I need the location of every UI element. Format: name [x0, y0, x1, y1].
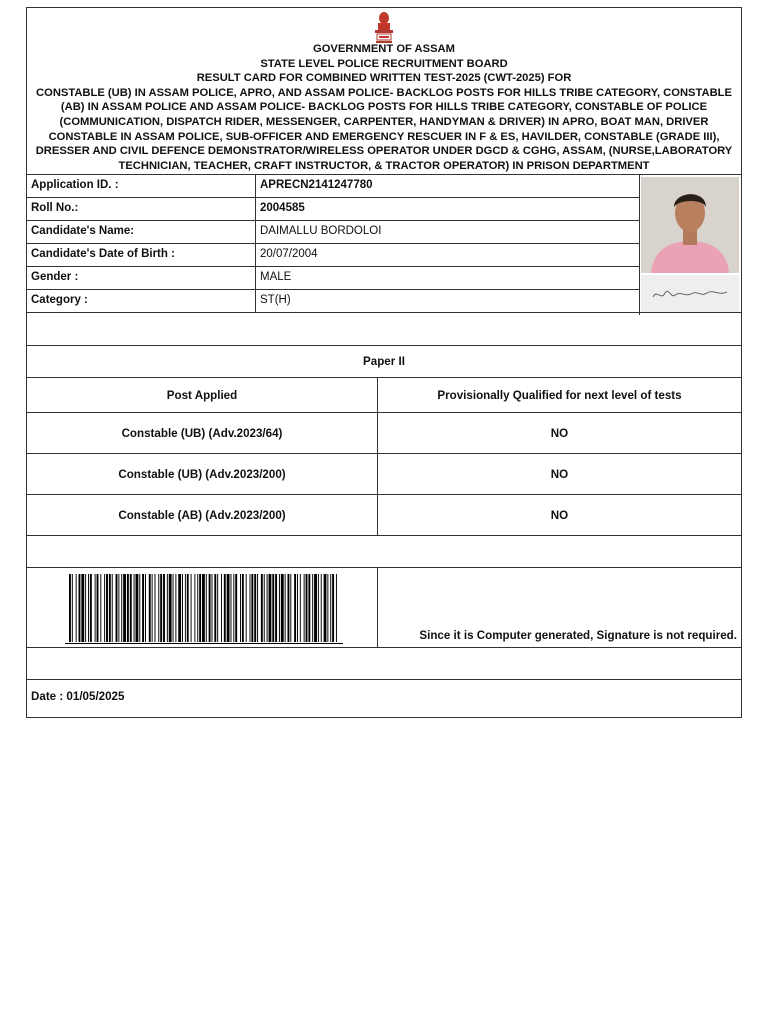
status-cell: NO	[550, 426, 569, 440]
barcode-bar	[134, 574, 135, 642]
barcode-bar	[191, 574, 192, 642]
barcode-bar	[290, 574, 291, 642]
barcode-bar	[178, 574, 181, 642]
post-list-line-5: DRESSER AND CIVIL DEFENCE DEMONSTRATOR/WIRELESS OPERATOR UNDER DGCD & CGHG, ASSAM, (NURSE,LABORATORY	[35, 145, 733, 158]
barcode-bar	[139, 574, 140, 642]
barcode-bar	[281, 574, 284, 642]
barcode-bar	[332, 574, 334, 642]
barcode-bar	[169, 574, 172, 642]
gender-value: MALE	[260, 271, 292, 283]
barcode-bar	[118, 574, 119, 642]
barcode-bar	[199, 574, 201, 642]
barcode-bar	[279, 574, 280, 642]
barcode-bar	[194, 574, 195, 642]
category-value: ST(H)	[260, 294, 291, 306]
info-label: Candidate's Name:	[27, 221, 256, 243]
barcode-bar	[185, 574, 186, 642]
barcode-bar	[72, 574, 73, 642]
board-name: STATE LEVEL POLICE RECRUITMENT BOARD	[260, 57, 508, 70]
qualified-status-header: Provisionally Qualified for next level of tests	[437, 388, 682, 402]
barcode-bar	[167, 574, 168, 642]
signature-note: Since it is Computer generated, Signature is not required.	[419, 629, 737, 642]
barcode-bar	[104, 574, 105, 642]
info-row-dob	[27, 244, 639, 267]
barcode-bar	[214, 574, 216, 642]
barcode-bar	[100, 574, 101, 642]
barcode-bar	[269, 574, 272, 642]
card-header	[27, 8, 741, 174]
status-cell: NO	[550, 467, 569, 481]
dob-value: 20/07/2004	[260, 248, 318, 260]
barcode-bar	[294, 574, 296, 642]
post-list-line-6: TECHNICIAN, TEACHER, CRAFT INSTRUCTOR, & TRACTOR OPERATOR) IN PRISON DEPARTMENT	[118, 159, 650, 172]
barcode-bar	[314, 574, 317, 642]
barcode-bar	[142, 574, 144, 642]
barcode-bar	[231, 574, 232, 642]
org-name: GOVERNMENT OF ASSAM	[313, 43, 455, 55]
post-applied-header: Post Applied	[166, 388, 238, 402]
barcode-bar	[233, 574, 234, 642]
barcode-bar	[308, 574, 310, 642]
issue-date: Date : 01/05/2025	[31, 690, 125, 703]
barcode-bar	[257, 574, 258, 642]
barcode-bar	[264, 574, 265, 642]
post-cell: Constable (UB) (Adv.2023/200)	[118, 467, 286, 481]
info-row-name	[27, 221, 639, 244]
barcode-bar	[272, 574, 274, 642]
result-card	[26, 7, 742, 718]
barcode-bar	[121, 574, 122, 642]
barcode-bar	[251, 574, 253, 642]
barcode-bar	[235, 574, 237, 642]
barcode-bar	[224, 574, 226, 642]
barcode-bar	[217, 574, 218, 642]
barcode-bar	[324, 574, 327, 642]
barcode-bar	[173, 574, 174, 642]
barcode-bar	[149, 574, 151, 642]
barcode-bar	[158, 574, 159, 642]
barcode-bar	[197, 574, 198, 642]
barcode-bar	[242, 574, 244, 642]
national-emblem-icon	[372, 10, 396, 44]
rule	[27, 535, 741, 536]
candidate-photo-box	[641, 177, 739, 313]
barcode-bar	[321, 574, 322, 642]
barcode-bar	[209, 574, 211, 642]
info-label: Category :	[27, 290, 256, 312]
barcode-bar	[297, 574, 298, 642]
barcode-bar	[288, 574, 290, 642]
card-title: RESULT CARD FOR COMBINED WRITTEN TEST-2025 (CWT-2025) FOR	[196, 72, 572, 85]
barcode-bar	[109, 574, 111, 642]
barcode-bar	[306, 574, 308, 642]
barcode-bar	[160, 574, 162, 642]
barcode-bar	[130, 574, 132, 642]
barcode-bar	[145, 574, 146, 642]
barcode-bar	[97, 574, 99, 642]
info-label: Gender :	[27, 267, 256, 289]
candidate-name-value: DAIMALLU BORDOLOI	[260, 225, 382, 237]
rule	[27, 312, 741, 313]
info-label: Roll No.:	[27, 198, 256, 220]
rule	[27, 679, 741, 680]
barcode-bar	[79, 574, 81, 642]
info-row-gender	[27, 267, 639, 290]
candidate-info-table	[27, 174, 741, 314]
barcode-bar	[336, 574, 337, 642]
post-cell: Constable (AB) (Adv.2023/200)	[118, 508, 286, 522]
barcode-bar	[212, 574, 213, 642]
barcode-bar	[206, 574, 207, 642]
barcode-bar	[327, 574, 328, 642]
candidate-signature-image	[641, 275, 739, 313]
info-label: Application ID. :	[27, 175, 256, 197]
barcode-bar	[227, 574, 230, 642]
roll-no-value: 2004585	[260, 202, 305, 214]
info-row-roll-no	[27, 198, 639, 221]
barcode-bar	[163, 574, 165, 642]
info-label: Candidate's Date of Birth :	[27, 244, 256, 266]
barcode-bar	[300, 574, 301, 642]
barcode-baseline	[65, 643, 343, 644]
application-id-value: APRECN2141247780	[260, 179, 373, 191]
post-cell: Constable (UB) (Adv.2023/64)	[121, 426, 283, 440]
barcode-bar	[88, 574, 89, 642]
barcode-bar	[330, 574, 331, 642]
barcode-bar	[240, 574, 241, 642]
barcode-bar	[136, 574, 139, 642]
barcode-bar	[85, 574, 86, 642]
rule	[27, 567, 741, 568]
barcode-bar	[267, 574, 268, 642]
barcode-bar	[76, 574, 77, 642]
barcode-bar	[261, 574, 263, 642]
barcode-bar	[69, 574, 71, 642]
barcode-bar	[182, 574, 183, 642]
info-row-application-id	[27, 175, 639, 198]
info-divider	[639, 175, 640, 315]
barcode-bar	[90, 574, 92, 642]
barcode-bar	[304, 574, 305, 642]
barcode	[65, 574, 343, 644]
barcode-bar	[155, 574, 156, 642]
barcode-bar	[112, 574, 113, 642]
paper-heading: Paper II	[363, 355, 405, 368]
header-text	[31, 42, 737, 173]
barcode-bar	[312, 574, 313, 642]
barcode-bar	[152, 574, 153, 642]
barcode-bar	[95, 574, 96, 642]
candidate-photo	[641, 177, 739, 273]
post-list-line-4: CONSTABLE IN ASSAM POLICE, SUB-OFFICER AND EMERGENCY RESCUER IN F & ES, HAVILDER, CONSTABLE (GRADE III),	[48, 130, 720, 143]
post-list-line-2: (AB) IN ASSAM POLICE AND ASSAM POLICE- BACKLOG POSTS FOR HILLS TRIBE CATEGORY, CONSTABLE OF POLICE	[60, 101, 708, 114]
info-row-category	[27, 290, 639, 313]
post-list-line-3: (COMMUNICATION, DISPATCH RIDER, MESSENGER, CARPENTER, HANDYMAN & DRIVER) IN APRO, BOAT MAN, DRIVER	[59, 115, 709, 128]
barcode-bar	[123, 574, 126, 642]
barcode-bar	[275, 574, 277, 642]
barcode-bar	[246, 574, 247, 642]
barcode-bar	[221, 574, 222, 642]
barcode-bar	[202, 574, 205, 642]
barcode-bar	[116, 574, 118, 642]
column-divider	[377, 567, 378, 647]
barcode-bar	[106, 574, 108, 642]
barcode-bar	[254, 574, 256, 642]
rule	[27, 647, 741, 648]
barcode-bar	[127, 574, 129, 642]
barcode-bar	[81, 574, 84, 642]
post-list-line-1: CONSTABLE (UB) IN ASSAM POLICE, APRO, AND ASSAM POLICE- BACKLOG POSTS FOR HILLS TRIBE CATEGORY, CONSTABLE	[36, 86, 732, 99]
barcode-bar	[285, 574, 286, 642]
barcode-bar	[175, 574, 176, 642]
status-cell: NO	[550, 508, 569, 522]
barcode-bar	[250, 574, 251, 642]
barcode-bar	[187, 574, 189, 642]
barcode-bar	[318, 574, 319, 642]
